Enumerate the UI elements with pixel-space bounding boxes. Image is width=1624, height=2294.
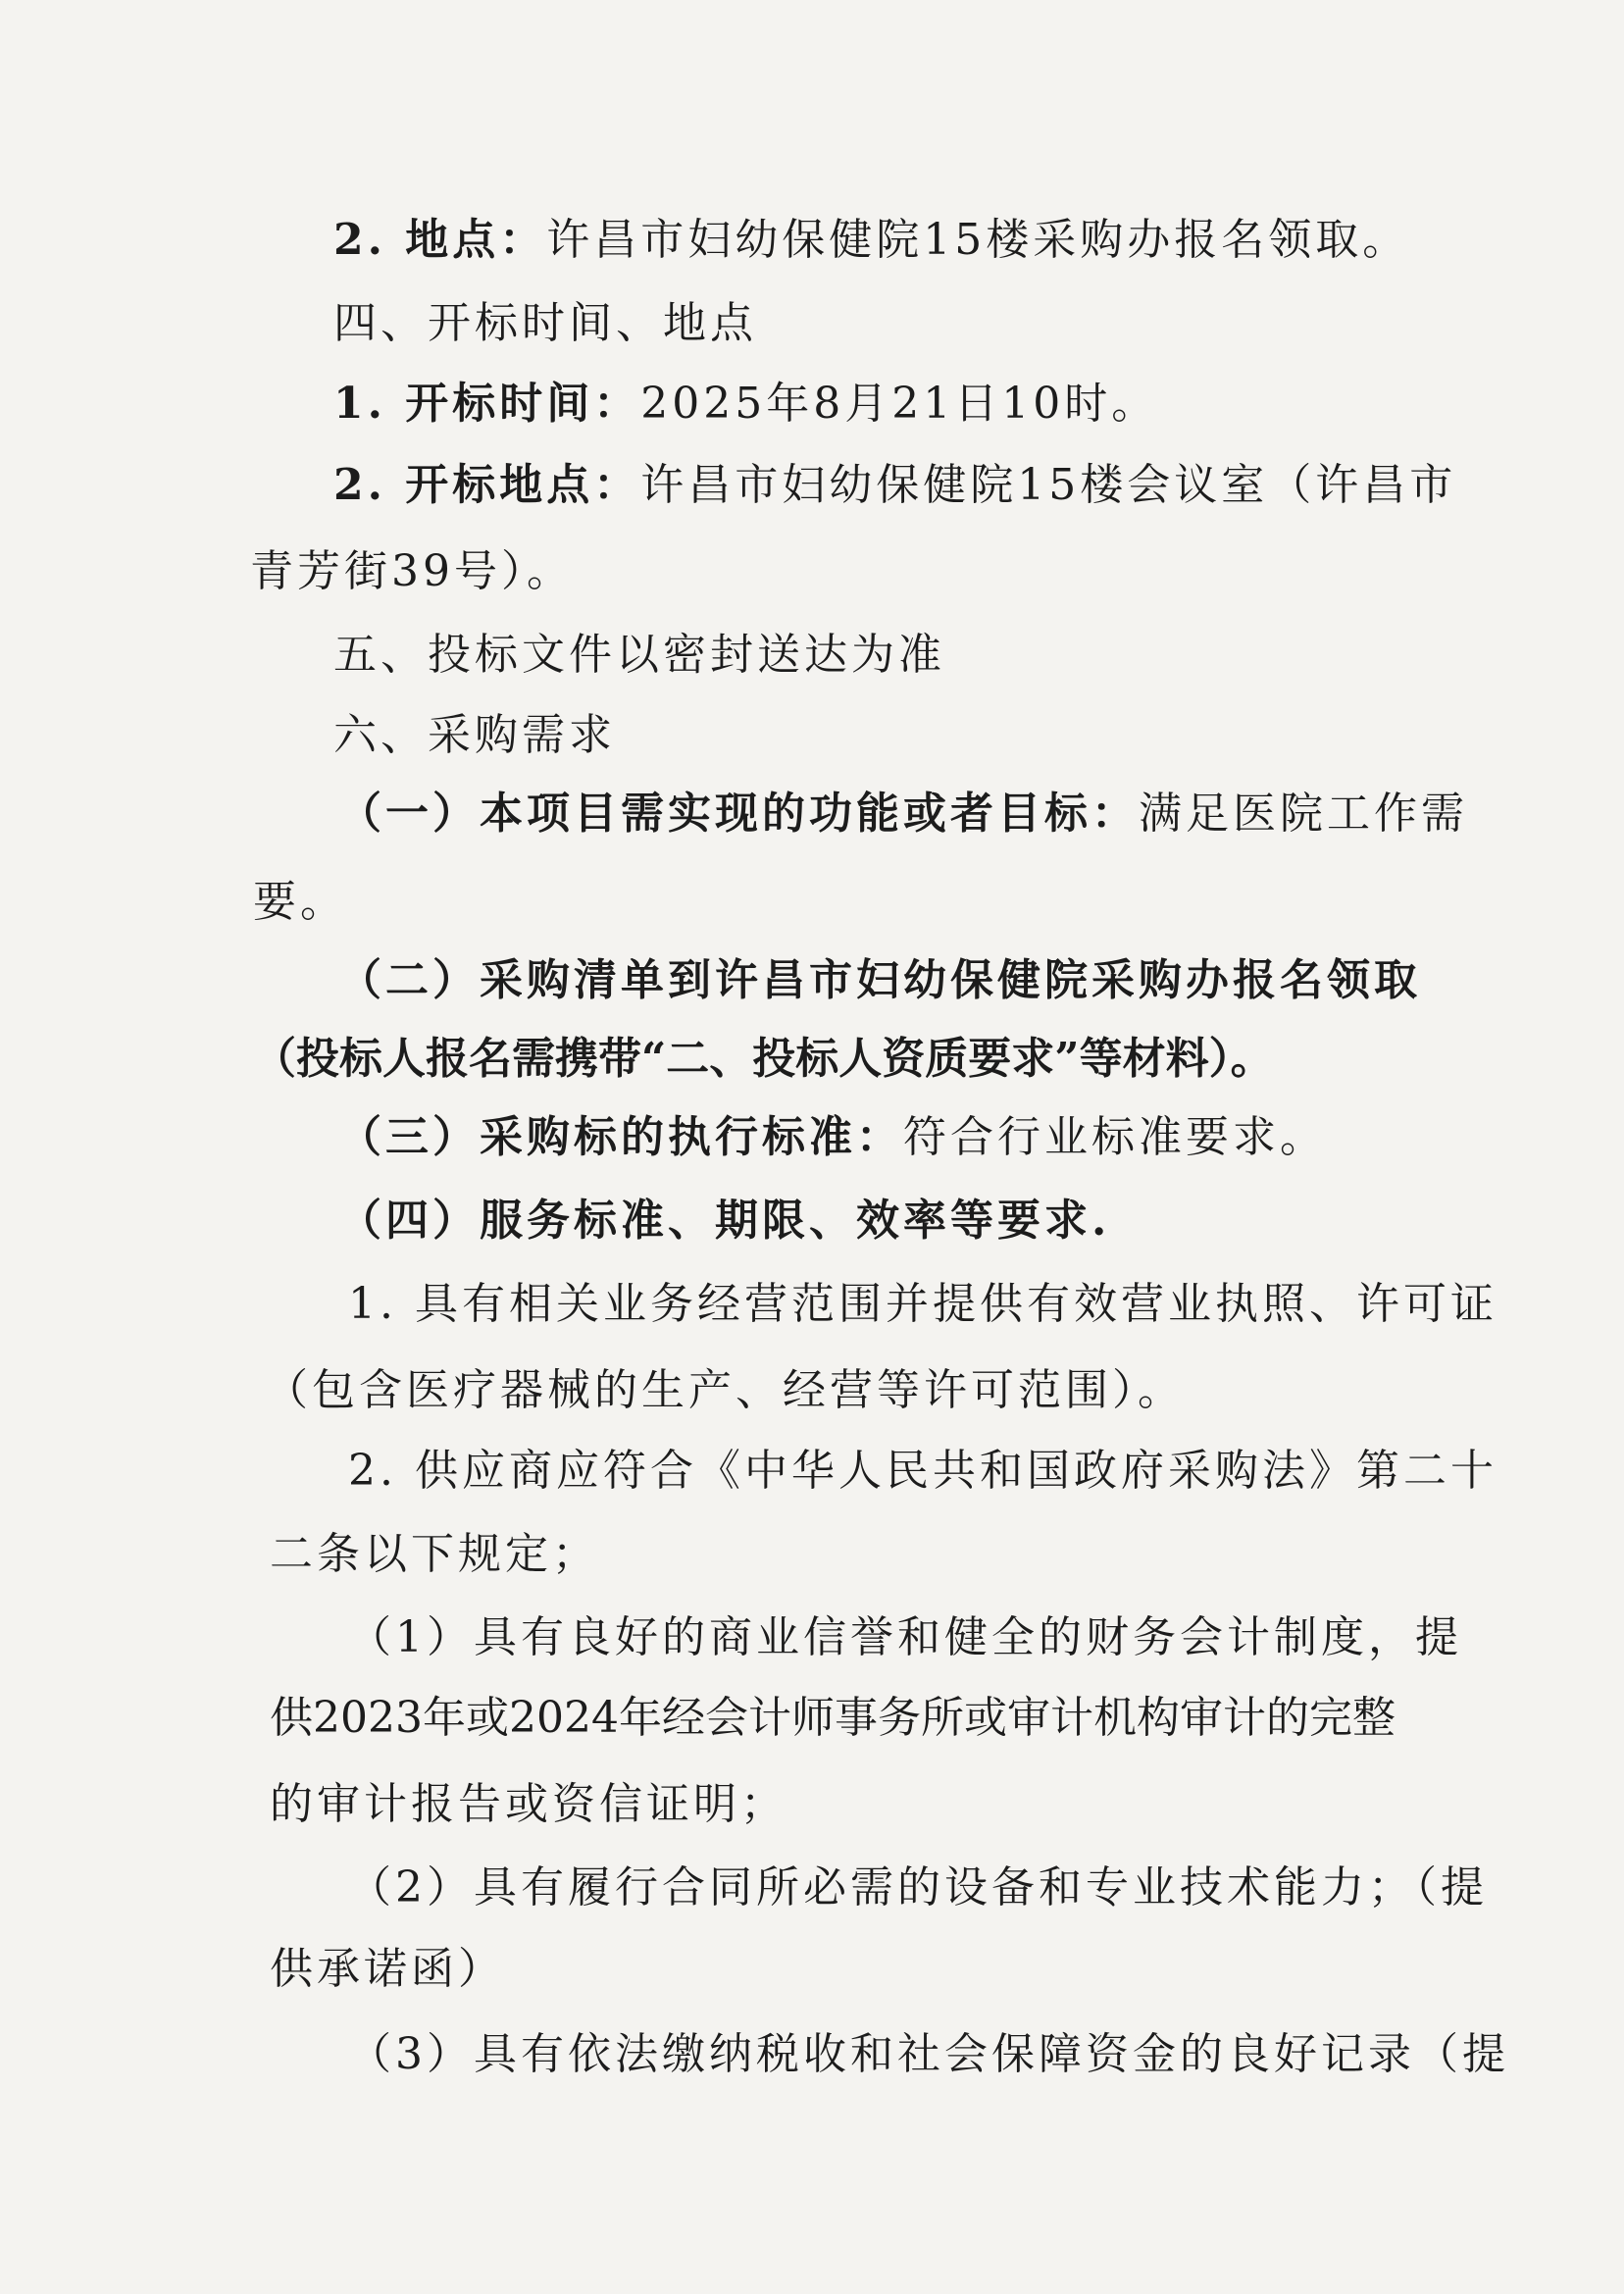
- section-heading-requirements-text: 六、采购需求: [333, 710, 616, 760]
- sub-1-cont: [270, 1689, 1396, 1748]
- opening-time-text: 2025年8月21日10时。: [640, 379, 1159, 429]
- sub-3-text: （3）具有依法缴纳税收和社会保障资金的良好记录（提: [348, 2029, 1509, 2079]
- opening-time-label: 1. 开标时间：: [333, 379, 641, 429]
- req-2-line: [338, 951, 1421, 1010]
- sub-1-cont2: [270, 1775, 787, 1834]
- req-2-cont-label: （投标人报名需携带“二、投标人资质要求”等材料）。: [253, 1034, 1274, 1084]
- location-text: 许昌市妇幼保健院15楼采购办报名领取。: [546, 215, 1410, 265]
- item-1-line: [348, 1275, 1497, 1334]
- req-4-line: [338, 1192, 1110, 1250]
- opening-place-cont: [250, 542, 574, 601]
- item-2-cont: [270, 1525, 599, 1584]
- req-1-cont: [253, 873, 347, 932]
- opening-place-text: 许昌市妇幼保健院15楼会议室（许昌市: [640, 460, 1457, 510]
- item-2-text: 2. 供应商应符合《中华人民共和国政府采购法》第二十: [348, 1446, 1497, 1496]
- sub-2-cont-text: 供承诺函）: [270, 1944, 505, 1994]
- sub-1-text: （1）具有良好的商业信誉和健全的财务会计制度，提: [348, 1612, 1462, 1662]
- opening-place-cont-text: 青芳街39号）。: [250, 546, 574, 596]
- location-line: [333, 211, 1409, 270]
- location-label: 2. 地点：: [333, 215, 547, 265]
- opening-time-line: [333, 375, 1158, 433]
- sub-2-line: [348, 1859, 1488, 1917]
- section-heading-sealed: [333, 626, 945, 685]
- req-3-label: （三）采购标的执行标准：: [338, 1112, 903, 1162]
- req-1-cont-text: 要。: [253, 877, 347, 927]
- section-heading-sealed-text: 五、投标文件以密封送达为准: [333, 630, 945, 680]
- req-3-text: 符合行业标准要求。: [903, 1112, 1327, 1162]
- req-2-cont: [253, 1030, 1274, 1089]
- req-2-label: （二）采购清单到许昌市妇幼保健院采购办报名领取: [338, 955, 1421, 1005]
- req-3-line: [338, 1108, 1327, 1167]
- opening-place-line: [333, 456, 1456, 515]
- item-1-cont-text: （包含医疗器械的生产、经营等许可范围）。: [265, 1365, 1185, 1415]
- section-heading-opening: [333, 294, 757, 353]
- item-2-line: [348, 1442, 1497, 1501]
- req-1-label: （一）本项目需实现的功能或者目标：: [338, 789, 1139, 839]
- sub-3-line: [348, 2025, 1509, 2084]
- req-1-text: 满足医院工作需: [1139, 789, 1468, 839]
- opening-place-label: 2. 开标地点：: [333, 460, 641, 510]
- item-1-text: 1. 具有相关业务经营范围并提供有效营业执照、许可证: [348, 1279, 1497, 1329]
- sub-2-text: （2）具有履行合同所必需的设备和专业技术能力；（提: [348, 1862, 1488, 1912]
- sub-1-cont-text: 供2023年或2024年经会计师事务所或审计机构审计的完整: [270, 1693, 1396, 1743]
- sub-2-cont: [270, 1940, 505, 1999]
- section-heading-requirements: [333, 706, 616, 765]
- req-4-label: （四）服务标准、期限、效率等要求.: [338, 1196, 1111, 1246]
- sub-1-cont2-text: 的审计报告或资信证明；: [270, 1779, 787, 1829]
- section-heading-opening-text: 四、开标时间、地点: [333, 298, 757, 348]
- item-1-cont: [265, 1361, 1185, 1420]
- req-1-line: [338, 785, 1468, 843]
- item-2-cont-text: 二条以下规定；: [270, 1529, 599, 1579]
- sub-1-line: [348, 1608, 1462, 1667]
